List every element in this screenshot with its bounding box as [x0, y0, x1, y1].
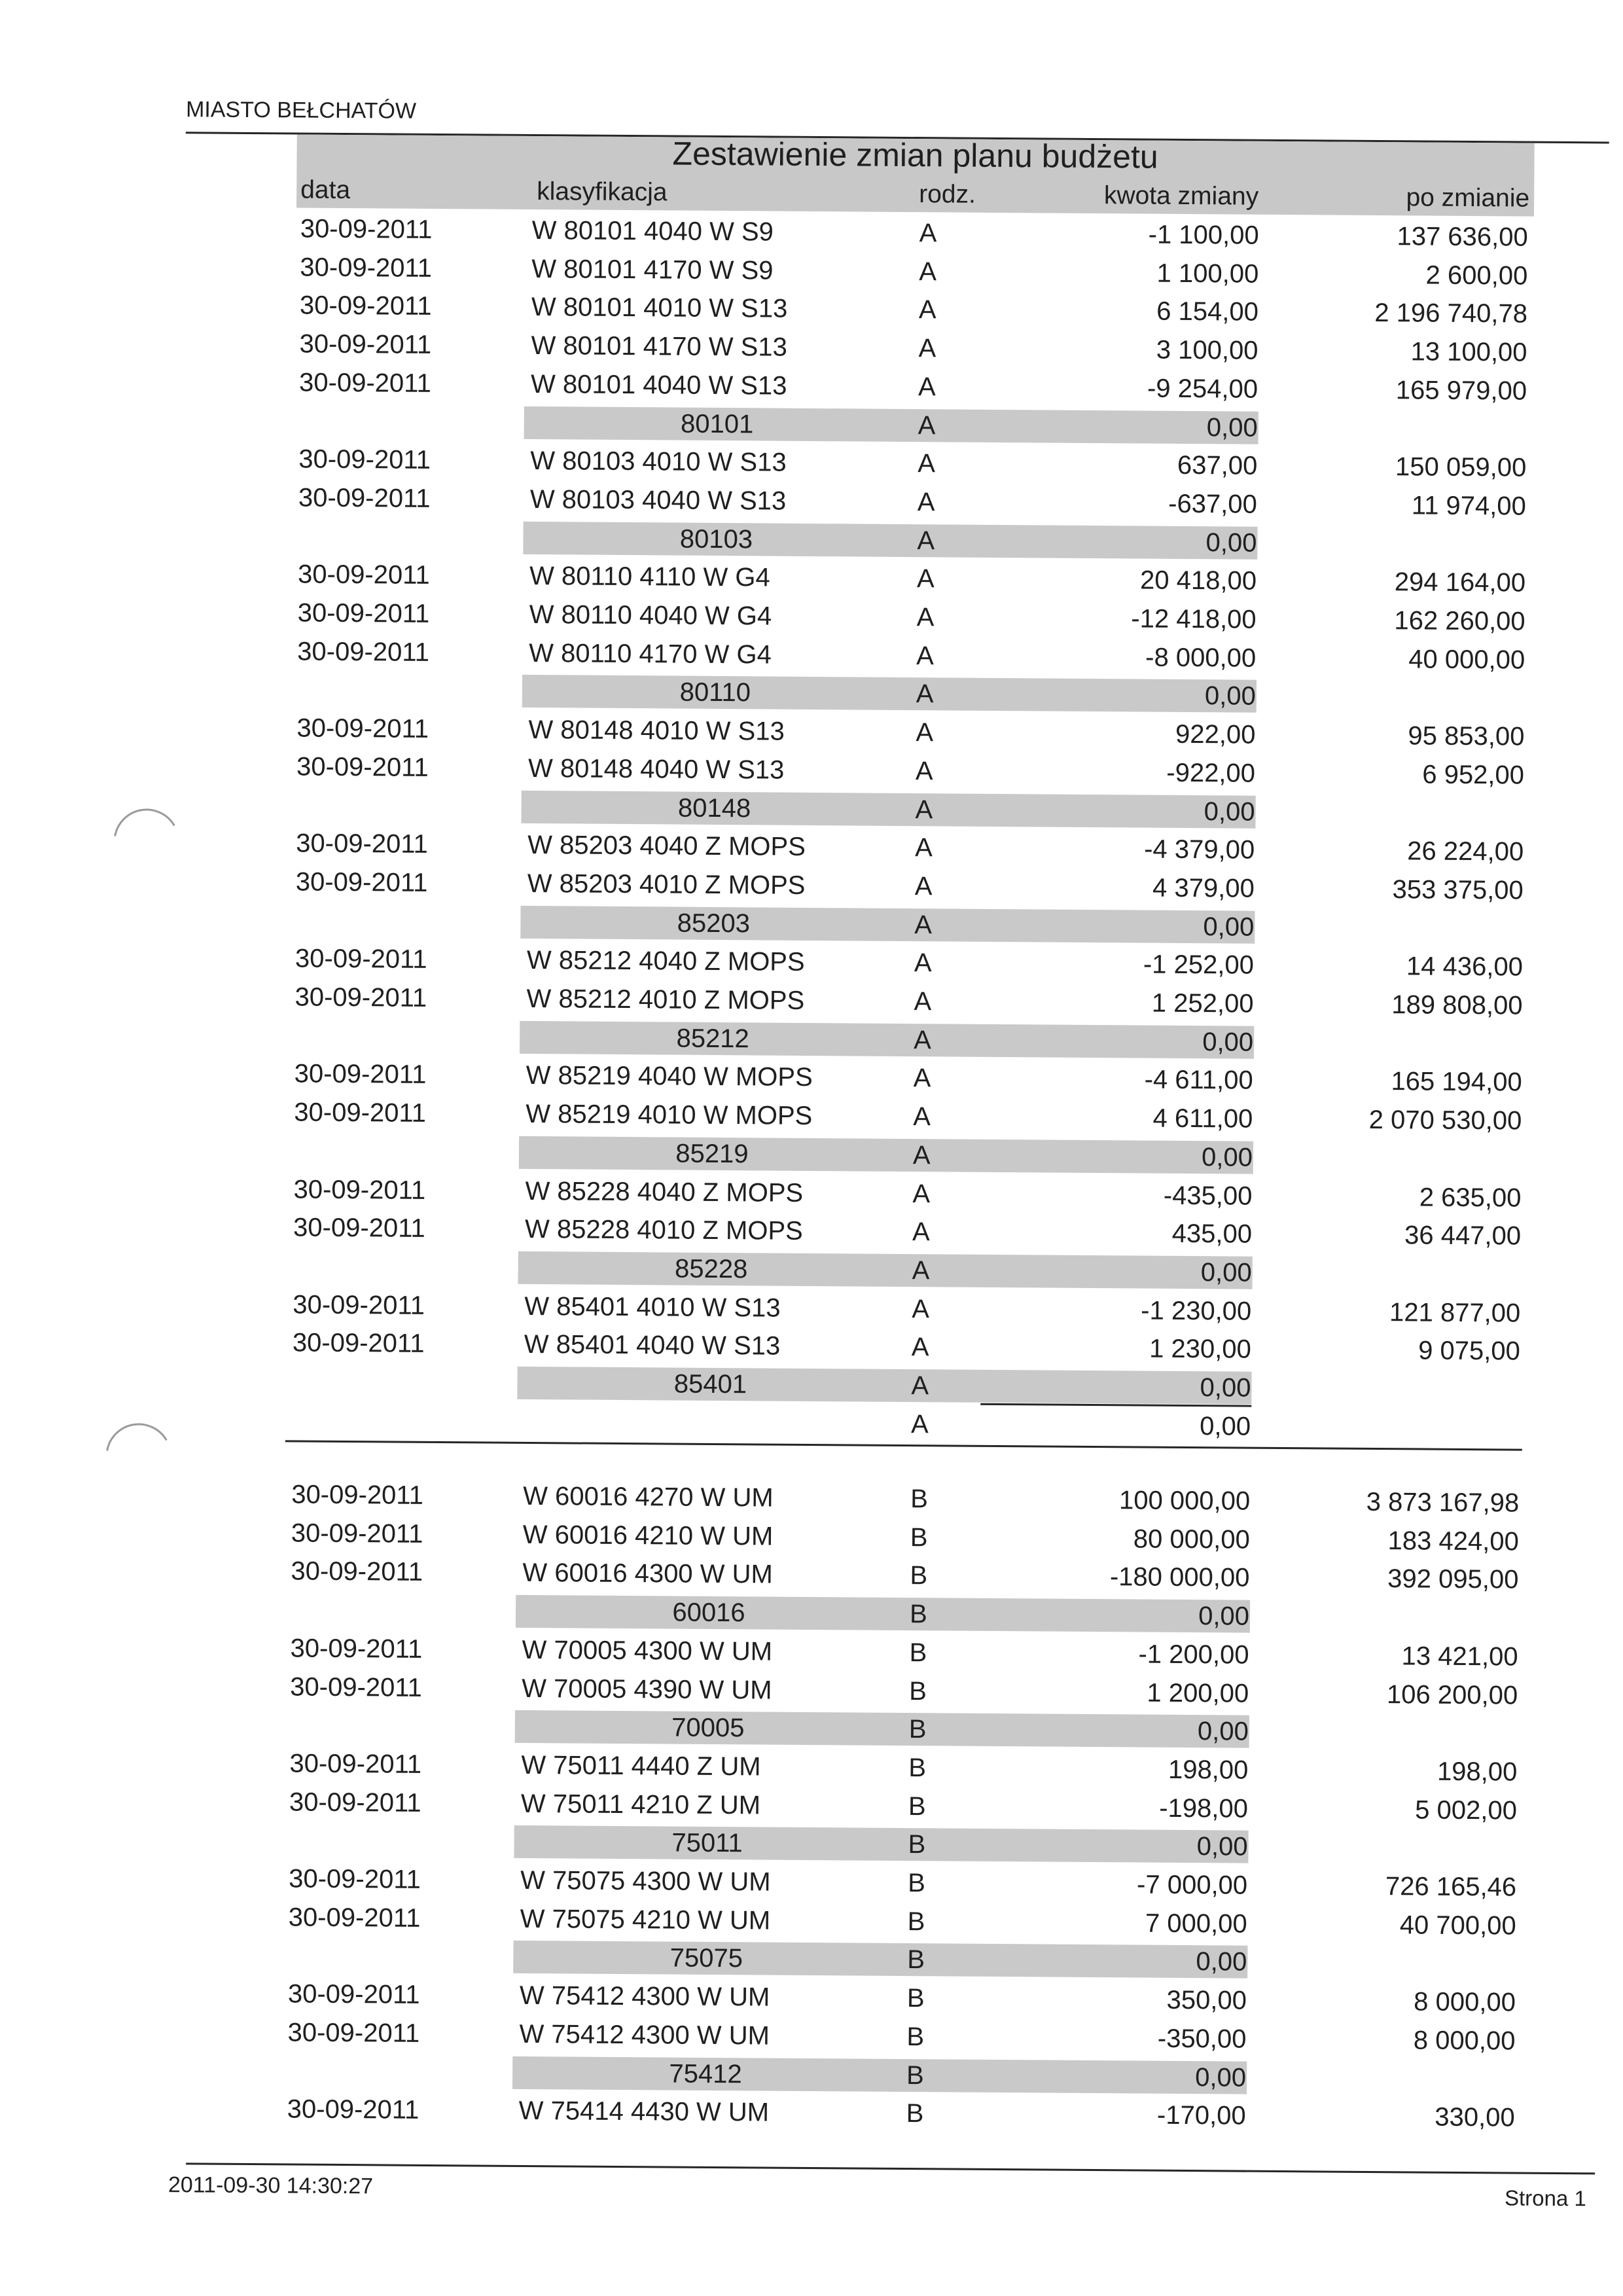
- change-amount-cell: 100 000,00: [1118, 1486, 1251, 1516]
- change-amount-cell: 3 100,00: [1156, 335, 1258, 365]
- change-amount-cell: 435,00: [1171, 1219, 1253, 1249]
- subtotal-band: [523, 521, 1257, 559]
- type-cell: B: [910, 1561, 928, 1590]
- type-cell: B: [906, 2022, 925, 2052]
- after-change-cell: 3 873 167,98: [1366, 1487, 1520, 1518]
- change-amount-cell: -1 230,00: [1141, 1296, 1252, 1326]
- classification-cell: W 75011 4440 Z UM: [521, 1750, 761, 1782]
- classification-cell: W 85203 4010 Z MOPS: [527, 869, 806, 900]
- type-cell: A: [918, 334, 936, 363]
- classification-cell: W 85219 4010 W MOPS: [526, 1100, 813, 1131]
- after-change-cell: 2 600,00: [1425, 260, 1528, 291]
- classification-cell: W 80110 4170 W G4: [529, 638, 772, 670]
- date-cell: 30-09-2011: [299, 329, 432, 360]
- classification-cell: W 80110 4110 W G4: [529, 562, 770, 592]
- table-section-b: [0, 1473, 1620, 2139]
- classification-cell: W 75075 4300 W UM: [520, 1865, 771, 1897]
- column-header-date: data: [300, 175, 351, 205]
- subtotal-label: 80148: [677, 793, 751, 823]
- classification-cell: W 80110 4040 W G4: [529, 600, 772, 631]
- change-amount-cell: -1 200,00: [1138, 1640, 1249, 1670]
- type-cell: B: [908, 1753, 927, 1783]
- date-cell: 30-09-2011: [294, 982, 427, 1013]
- change-amount-cell: 1 252,00: [1151, 988, 1254, 1018]
- subtotal-label: 75075: [669, 1943, 743, 1973]
- change-amount-cell: -435,00: [1163, 1181, 1253, 1211]
- subtotal-type: A: [912, 1255, 930, 1285]
- type-cell: B: [910, 1522, 928, 1552]
- subtotal-label: 80103: [679, 524, 753, 554]
- after-change-cell: 189 808,00: [1391, 990, 1523, 1020]
- after-change-cell: 26 224,00: [1407, 836, 1524, 867]
- subtotal-label: 85219: [675, 1139, 749, 1169]
- change-amount-cell: -9 254,00: [1147, 374, 1258, 404]
- type-cell: A: [914, 948, 932, 978]
- after-change-cell: 9 075,00: [1418, 1336, 1521, 1366]
- date-cell: 30-09-2011: [289, 1749, 422, 1779]
- change-amount-cell: 1 100,00: [1156, 259, 1259, 289]
- classification-cell: W 60016 4210 W UM: [522, 1520, 774, 1551]
- after-change-cell: 294 164,00: [1394, 567, 1526, 598]
- date-cell: 30-09-2011: [300, 253, 433, 283]
- change-amount-cell: 198,00: [1168, 1755, 1249, 1785]
- change-amount-cell: 637,00: [1177, 451, 1258, 480]
- type-cell: A: [916, 718, 934, 747]
- after-change-cell: 183 424,00: [1387, 1526, 1519, 1556]
- change-amount-cell: 6 154,00: [1156, 297, 1259, 327]
- subtotal-label: 75011: [671, 1828, 743, 1858]
- type-cell: B: [910, 1484, 929, 1514]
- classification-cell: W 85401 4040 W S13: [524, 1330, 781, 1361]
- date-cell: 30-09-2011: [294, 944, 427, 975]
- after-change-cell: 165 194,00: [1391, 1067, 1522, 1097]
- date-cell: 30-09-2011: [292, 1328, 425, 1359]
- type-cell: A: [919, 257, 937, 286]
- type-cell: A: [917, 487, 935, 517]
- classification-cell: W 85401 4010 W S13: [524, 1291, 781, 1323]
- change-amount-cell: 922,00: [1175, 719, 1256, 749]
- date-cell: 30-09-2011: [287, 1979, 420, 2009]
- type-cell: A: [916, 564, 935, 594]
- type-cell: B: [909, 1676, 927, 1706]
- subtotal-band: [513, 1941, 1247, 1979]
- type-cell: A: [913, 1064, 931, 1093]
- after-change-cell: 2 635,00: [1419, 1182, 1522, 1213]
- classification-cell: W 70005 4390 W UM: [522, 1674, 772, 1705]
- document-title: Zestawienie zmian planu budżetu: [672, 135, 1158, 175]
- date-cell: 30-09-2011: [296, 713, 429, 744]
- change-amount-cell: -1 252,00: [1143, 950, 1255, 980]
- after-change-cell: 2 070 530,00: [1368, 1105, 1522, 1136]
- change-amount-cell: -4 611,00: [1144, 1065, 1253, 1096]
- date-cell: 30-09-2011: [289, 1787, 421, 1818]
- after-change-cell: 392 095,00: [1387, 1564, 1519, 1594]
- change-amount-cell: -350,00: [1157, 2024, 1247, 2054]
- classification-cell: W 80103 4040 W S13: [529, 484, 787, 516]
- type-cell: B: [907, 1907, 925, 1936]
- type-cell: A: [918, 295, 936, 325]
- subtotal-band: [515, 1710, 1249, 1748]
- after-change-cell: 137 636,00: [1397, 222, 1528, 252]
- subtotal-amount: 0,00: [1204, 681, 1256, 711]
- page-number: Strona 1: [1504, 2185, 1586, 2211]
- date-cell: 30-09-2011: [291, 1556, 423, 1587]
- classification-cell: W 85212 4040 Z MOPS: [526, 946, 805, 977]
- after-change-cell: 8 000,00: [1413, 2026, 1516, 2056]
- classification-cell: W 70005 4300 W UM: [522, 1635, 773, 1666]
- printed-timestamp: 2011-09-30 14:30:27: [168, 2172, 374, 2199]
- classification-cell: W 85219 4040 W MOPS: [526, 1061, 813, 1092]
- type-cell: A: [916, 603, 935, 632]
- classification-cell: W 80101 4170 W S13: [531, 331, 788, 362]
- type-cell: A: [912, 1294, 930, 1323]
- date-cell: 30-09-2011: [290, 1672, 423, 1702]
- classification-cell: W 75412 4300 W UM: [519, 2019, 770, 2051]
- subtotal-band: [512, 2056, 1247, 2094]
- subtotal-amount: 0,00: [1201, 1142, 1253, 1172]
- classification-cell: W 60016 4300 W UM: [522, 1558, 773, 1589]
- after-change-cell: 13 100,00: [1410, 337, 1527, 367]
- classification-cell: W 75414 4430 W UM: [518, 2096, 770, 2127]
- type-cell: A: [913, 1102, 931, 1132]
- subtotal-amount: 0,00: [1203, 912, 1255, 942]
- change-amount-cell: 4 611,00: [1152, 1103, 1253, 1134]
- change-amount-cell: 80 000,00: [1133, 1524, 1250, 1554]
- subtotal-band: [514, 1825, 1248, 1863]
- date-cell: 30-09-2011: [297, 598, 430, 628]
- change-amount-cell: -7 000,00: [1136, 1870, 1248, 1900]
- subtotal-amount: 0,00: [1195, 2062, 1247, 2092]
- after-change-cell: 36 447,00: [1404, 1221, 1522, 1251]
- date-cell: 30-09-2011: [294, 1059, 427, 1090]
- subtotal-band: [518, 1251, 1253, 1289]
- subtotal-label: 85401: [673, 1369, 747, 1399]
- date-cell: 30-09-2011: [287, 2018, 420, 2048]
- subtotal-amount: 0,00: [1196, 1832, 1248, 1861]
- organization-name: MIASTO BEŁCHATÓW: [185, 97, 417, 124]
- subtotal-type: A: [912, 1140, 931, 1170]
- type-cell: A: [912, 1217, 930, 1247]
- change-amount-cell: -4 379,00: [1144, 834, 1255, 865]
- type-cell: B: [909, 1638, 927, 1668]
- subtotal-type: B: [908, 1830, 926, 1859]
- date-cell: 30-09-2011: [293, 1290, 425, 1320]
- change-amount-cell: -180 000,00: [1109, 1562, 1250, 1593]
- subtotal-amount: 0,00: [1204, 797, 1255, 827]
- date-cell: 30-09-2011: [293, 1213, 425, 1244]
- after-change-cell: 106 200,00: [1386, 1679, 1518, 1710]
- after-change-cell: 162 260,00: [1394, 606, 1525, 636]
- subtotal-band: [522, 675, 1257, 713]
- after-change-cell: 726 165,46: [1385, 1872, 1517, 1902]
- after-change-cell: 13 421,00: [1401, 1641, 1518, 1672]
- subtotal-label: 70005: [671, 1713, 745, 1743]
- subtotal-label: 85203: [677, 908, 751, 938]
- classification-cell: W 80103 4010 W S13: [530, 446, 787, 477]
- subtotal-type: A: [915, 795, 933, 824]
- type-cell: A: [912, 1179, 931, 1208]
- date-cell: 30-09-2011: [293, 1174, 426, 1205]
- date-cell: 30-09-2011: [288, 1903, 421, 1933]
- after-change-cell: 8 000,00: [1414, 1987, 1516, 2017]
- subtotal-amount: 0,00: [1196, 1947, 1247, 1977]
- after-change-cell: 2 196 740,78: [1374, 298, 1528, 329]
- column-header-type: rodz.: [919, 180, 976, 209]
- subtotal-type: A: [911, 1371, 929, 1401]
- subtotal-label: 85228: [674, 1254, 748, 1284]
- after-change-cell: 330,00: [1435, 2102, 1515, 2132]
- subtotal-band: [524, 406, 1258, 444]
- date-cell: 30-09-2011: [300, 214, 433, 244]
- change-amount-cell: -1 100,00: [1148, 220, 1259, 250]
- after-change-cell: 5 002,00: [1415, 1795, 1518, 1825]
- footer-rule: [186, 2162, 1595, 2174]
- after-change-cell: 165 979,00: [1395, 376, 1527, 406]
- date-cell: 30-09-2011: [298, 444, 431, 475]
- change-amount-cell: -637,00: [1168, 489, 1258, 519]
- date-cell: 30-09-2011: [298, 368, 431, 398]
- subtotal-label: 75412: [669, 2059, 742, 2089]
- type-cell: A: [918, 372, 936, 402]
- after-change-cell: 40 700,00: [1399, 1910, 1516, 1941]
- type-cell: A: [914, 871, 933, 901]
- date-cell: 30-09-2011: [298, 483, 431, 513]
- subtotal-label: 60016: [672, 1598, 745, 1628]
- total-amount: 0,00: [1200, 1411, 1251, 1441]
- after-change-cell: 14 436,00: [1406, 952, 1524, 982]
- change-amount-cell: 350,00: [1166, 1985, 1247, 2015]
- subtotal-type: A: [914, 910, 933, 939]
- date-cell: 30-09-2011: [289, 1864, 421, 1894]
- subtotal-amount: 0,00: [1206, 412, 1258, 442]
- subtotal-band: [520, 905, 1255, 943]
- classification-cell: W 80101 4170 W S9: [531, 254, 774, 285]
- date-cell: 30-09-2011: [296, 829, 429, 859]
- change-amount-cell: -198,00: [1159, 1793, 1249, 1823]
- change-amount-cell: 1 230,00: [1149, 1334, 1252, 1364]
- type-cell: B: [906, 1984, 925, 2013]
- subtotal-band: [520, 1021, 1254, 1059]
- type-cell: A: [911, 1333, 929, 1362]
- date-cell: 30-09-2011: [290, 1634, 423, 1664]
- subtotal-type: B: [909, 1600, 927, 1629]
- classification-cell: W 85228 4040 Z MOPS: [525, 1176, 804, 1208]
- subtotal-band: [519, 1136, 1253, 1174]
- date-cell: 30-09-2011: [287, 2094, 419, 2125]
- subtotal-type: A: [916, 679, 934, 709]
- subtotal-label: 80101: [680, 409, 754, 439]
- type-cell: B: [908, 1791, 926, 1821]
- type-cell: A: [915, 756, 933, 786]
- date-cell: 30-09-2011: [296, 752, 429, 782]
- classification-cell: W 85228 4010 Z MOPS: [524, 1215, 803, 1246]
- classification-cell: W 80148 4040 W S13: [527, 753, 785, 785]
- subtotal-type: B: [906, 2060, 924, 2090]
- change-amount-cell: 1 200,00: [1147, 1678, 1249, 1708]
- change-amount-cell: 7 000,00: [1145, 1909, 1247, 1939]
- after-change-cell: 95 853,00: [1408, 721, 1525, 751]
- subtotal-amount: 0,00: [1205, 528, 1257, 558]
- subtotal-band: [517, 1367, 1251, 1405]
- change-amount-cell: -8 000,00: [1145, 643, 1257, 673]
- subtotal-amount: 0,00: [1197, 1717, 1249, 1746]
- type-cell: A: [914, 987, 932, 1016]
- type-cell: A: [915, 833, 933, 863]
- subtotal-type: B: [908, 1715, 927, 1744]
- change-amount-cell: -12 418,00: [1131, 604, 1257, 634]
- classification-cell: W 85212 4010 Z MOPS: [526, 984, 805, 1015]
- classification-cell: W 75011 4210 Z UM: [520, 1789, 761, 1820]
- table-section-a: [0, 207, 1623, 1449]
- after-change-cell: 6 952,00: [1422, 760, 1525, 790]
- column-header-classification: klasyfikacja: [537, 177, 668, 207]
- after-change-cell: 353 375,00: [1392, 875, 1524, 905]
- subtotal-amount: 0,00: [1202, 1027, 1254, 1057]
- date-cell: 30-09-2011: [299, 291, 432, 321]
- subtotal-amount: 0,00: [1200, 1373, 1251, 1403]
- column-header-change-amount: kwota zmiany: [1103, 181, 1259, 211]
- classification-cell: W 80101 4010 W S13: [531, 293, 788, 324]
- classification-cell: W 75412 4300 W UM: [519, 1981, 770, 2012]
- date-cell: 30-09-2011: [297, 637, 430, 667]
- type-cell: A: [918, 449, 936, 478]
- type-cell: A: [916, 641, 935, 670]
- change-amount-cell: -922,00: [1166, 758, 1256, 788]
- classification-cell: W 60016 4270 W UM: [523, 1481, 774, 1513]
- type-cell: B: [908, 1869, 926, 1898]
- date-cell: 30-09-2011: [297, 560, 430, 590]
- date-cell: 30-09-2011: [291, 1518, 423, 1549]
- change-amount-cell: 4 379,00: [1152, 873, 1255, 903]
- subtotal-type: B: [907, 1945, 925, 1975]
- after-change-cell: 121 877,00: [1389, 1297, 1521, 1328]
- after-change-cell: 198,00: [1436, 1757, 1518, 1787]
- subtotal-type: A: [917, 526, 935, 555]
- classification-cell: W 80101 4040 W S13: [530, 369, 787, 401]
- subtotal-type: A: [914, 1025, 931, 1054]
- type-cell: B: [906, 2099, 924, 2128]
- type-cell: A: [919, 219, 937, 248]
- subtotal-amount: 0,00: [1200, 1258, 1252, 1287]
- subtotal-band: [516, 1595, 1250, 1633]
- classification-cell: W 80148 4010 W S13: [528, 715, 785, 746]
- subtotal-type: A: [918, 410, 936, 440]
- change-amount-cell: 20 418,00: [1139, 565, 1257, 596]
- classification-cell: W 75075 4210 W UM: [520, 1904, 771, 1935]
- subtotal-label: 85212: [676, 1024, 749, 1054]
- subtotal-label: 80110: [679, 677, 751, 708]
- change-amount-cell: -170,00: [1156, 2100, 1246, 2130]
- column-header-after-change: po zmianie: [1406, 183, 1530, 213]
- date-cell: 30-09-2011: [295, 867, 428, 897]
- classification-cell: W 85203 4040 Z MOPS: [527, 831, 806, 862]
- classification-cell: W 80101 4040 W S9: [531, 215, 774, 247]
- subtotal-amount: 0,00: [1198, 1602, 1250, 1631]
- after-change-cell: 40 000,00: [1408, 645, 1525, 675]
- date-cell: 30-09-2011: [291, 1480, 424, 1510]
- date-cell: 30-09-2011: [294, 1098, 427, 1128]
- subtotal-band: [521, 790, 1255, 828]
- after-change-cell: 150 059,00: [1395, 452, 1527, 482]
- after-change-cell: 11 974,00: [1411, 491, 1527, 521]
- total-type: A: [910, 1409, 929, 1439]
